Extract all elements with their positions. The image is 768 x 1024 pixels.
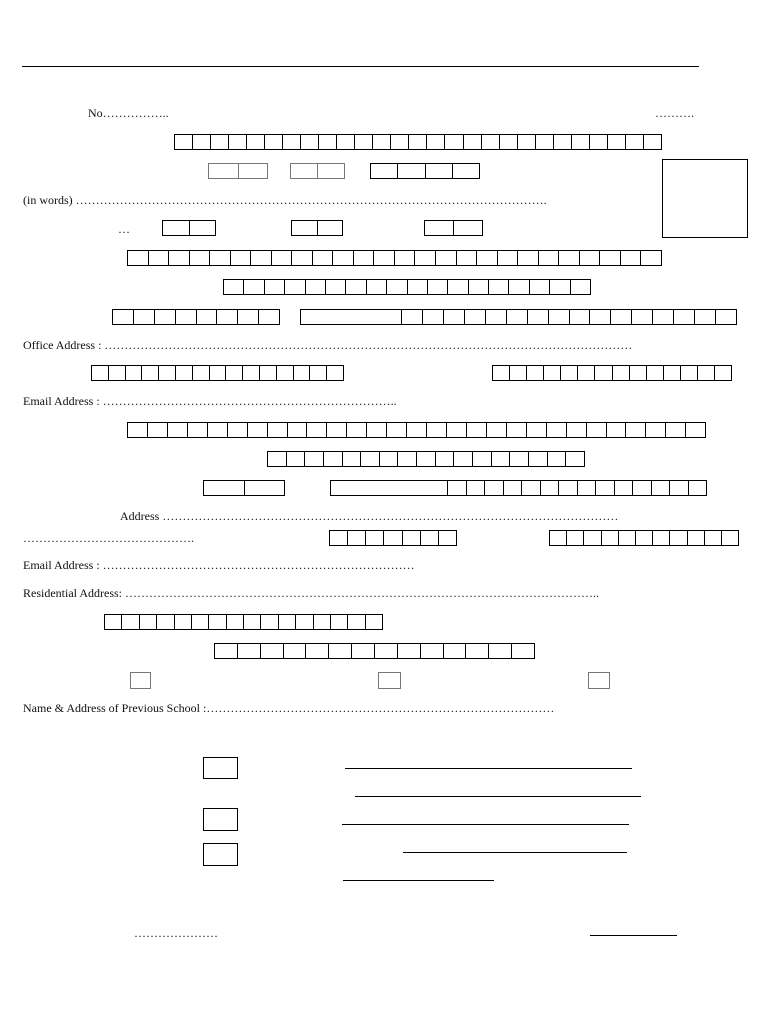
letter-cell[interactable] bbox=[372, 135, 390, 149]
letter-cell[interactable] bbox=[295, 615, 312, 629]
letter-cell[interactable] bbox=[491, 452, 510, 466]
letter-cell[interactable] bbox=[632, 481, 651, 495]
letter-cell[interactable] bbox=[204, 481, 244, 495]
letter-cell[interactable] bbox=[583, 531, 600, 545]
letter-cell[interactable] bbox=[312, 251, 333, 265]
letter-cell[interactable] bbox=[566, 423, 586, 437]
age-years-boxes[interactable] bbox=[162, 220, 216, 236]
letter-cell[interactable] bbox=[625, 423, 645, 437]
letter-cell[interactable] bbox=[640, 251, 661, 265]
letter-cell[interactable] bbox=[618, 531, 635, 545]
letter-cell[interactable] bbox=[420, 531, 438, 545]
letter-cell[interactable] bbox=[610, 310, 631, 324]
previous-school-label: Name & Address of Previous School :…………………………………………………………………………… bbox=[23, 701, 555, 715]
letter-cell[interactable] bbox=[422, 310, 443, 324]
letter-cell[interactable] bbox=[420, 644, 443, 658]
letter-cell[interactable] bbox=[497, 251, 518, 265]
letter-cell[interactable] bbox=[317, 164, 344, 178]
letter-cell[interactable] bbox=[242, 366, 259, 380]
letter-cell[interactable] bbox=[92, 366, 108, 380]
age-months-boxes[interactable] bbox=[291, 220, 343, 236]
letter-cell[interactable] bbox=[438, 531, 456, 545]
letter-cell[interactable] bbox=[284, 280, 304, 294]
letter-cell[interactable] bbox=[286, 452, 305, 466]
letter-cell[interactable] bbox=[125, 366, 142, 380]
letter-cell[interactable] bbox=[687, 531, 704, 545]
office-mobile-boxes[interactable] bbox=[492, 365, 732, 381]
letter-cell[interactable] bbox=[128, 423, 147, 437]
letter-cell[interactable] bbox=[465, 644, 488, 658]
mother-occupation-boxes[interactable] bbox=[330, 480, 707, 496]
letter-cell[interactable] bbox=[291, 164, 317, 178]
parent-name-boxes[interactable] bbox=[127, 250, 662, 266]
letter-cell[interactable] bbox=[141, 366, 158, 380]
letter-cell[interactable] bbox=[323, 452, 342, 466]
letter-cell[interactable] bbox=[105, 615, 121, 629]
letter-cell[interactable] bbox=[365, 531, 383, 545]
letter-cell[interactable] bbox=[291, 251, 312, 265]
name-letter-boxes[interactable] bbox=[174, 134, 662, 150]
age-days-boxes[interactable] bbox=[424, 220, 483, 236]
letter-cell[interactable] bbox=[283, 644, 306, 658]
residential-phone-boxes[interactable] bbox=[104, 614, 383, 630]
wide-cell[interactable] bbox=[331, 481, 447, 495]
letter-cell[interactable] bbox=[594, 366, 611, 380]
letter-cell[interactable] bbox=[589, 310, 610, 324]
letter-cell[interactable] bbox=[243, 280, 263, 294]
letter-cell[interactable] bbox=[168, 251, 189, 265]
letter-cell[interactable] bbox=[163, 221, 189, 235]
letter-cell[interactable] bbox=[499, 135, 517, 149]
letter-cell[interactable] bbox=[278, 615, 295, 629]
letter-cell[interactable] bbox=[447, 280, 467, 294]
qualification-boxes[interactable] bbox=[112, 309, 280, 325]
letter-cell[interactable] bbox=[414, 251, 435, 265]
dob-year-boxes[interactable] bbox=[370, 163, 480, 179]
letter-cell[interactable] bbox=[154, 310, 175, 324]
dob-month-boxes[interactable] bbox=[290, 163, 345, 179]
letter-cell[interactable] bbox=[509, 452, 528, 466]
letter-cell[interactable] bbox=[652, 310, 673, 324]
letter-cell[interactable] bbox=[192, 366, 209, 380]
letter-cell[interactable] bbox=[175, 135, 192, 149]
letter-cell[interactable] bbox=[680, 366, 697, 380]
letter-cell[interactable] bbox=[669, 531, 686, 545]
letter-cell[interactable] bbox=[246, 135, 264, 149]
letter-cell[interactable] bbox=[577, 481, 596, 495]
letter-cell[interactable] bbox=[264, 135, 282, 149]
letter-cell[interactable] bbox=[366, 423, 386, 437]
letter-cell[interactable] bbox=[566, 531, 583, 545]
mother-name-boxes[interactable] bbox=[127, 422, 706, 438]
letter-cell[interactable] bbox=[553, 135, 571, 149]
letter-cell[interactable] bbox=[187, 423, 207, 437]
letter-cell[interactable] bbox=[485, 310, 506, 324]
letter-cell[interactable] bbox=[444, 135, 462, 149]
letter-cell[interactable] bbox=[133, 310, 154, 324]
letter-cell[interactable] bbox=[406, 423, 426, 437]
letter-cell[interactable] bbox=[669, 481, 688, 495]
letter-cell[interactable] bbox=[408, 135, 426, 149]
letter-cell[interactable] bbox=[464, 310, 485, 324]
letter-cell[interactable] bbox=[330, 615, 347, 629]
letter-cell[interactable] bbox=[589, 135, 607, 149]
top-right-dots: ………. bbox=[655, 106, 694, 120]
footer-signature-line bbox=[590, 935, 677, 936]
letter-cell[interactable] bbox=[481, 135, 499, 149]
letter-cell[interactable] bbox=[108, 366, 125, 380]
letter-cell[interactable] bbox=[517, 135, 535, 149]
letter-cell[interactable] bbox=[565, 452, 584, 466]
letter-cell[interactable] bbox=[332, 251, 353, 265]
letter-cell[interactable] bbox=[326, 366, 343, 380]
letter-cell[interactable] bbox=[407, 280, 427, 294]
letter-cell[interactable] bbox=[506, 310, 527, 324]
mother-name-boxes-2[interactable] bbox=[267, 451, 585, 467]
signature-line-5 bbox=[343, 880, 494, 881]
letter-cell[interactable] bbox=[292, 221, 317, 235]
letter-cell[interactable] bbox=[468, 280, 488, 294]
letter-cell[interactable] bbox=[228, 135, 246, 149]
letter-cell[interactable] bbox=[452, 164, 479, 178]
letter-cell[interactable] bbox=[625, 135, 643, 149]
letter-cell[interactable] bbox=[673, 310, 694, 324]
letter-cell[interactable] bbox=[511, 644, 534, 658]
letter-cell[interactable] bbox=[317, 221, 343, 235]
letter-cell[interactable] bbox=[342, 452, 361, 466]
letter-cell[interactable] bbox=[147, 423, 167, 437]
letter-cell[interactable] bbox=[402, 531, 420, 545]
letter-cell[interactable] bbox=[209, 164, 238, 178]
residential-address-label: Residential Address: ……………………………………………………………………………………………………….. bbox=[23, 586, 599, 600]
letter-cell[interactable] bbox=[546, 423, 566, 437]
letter-cell[interactable] bbox=[328, 644, 351, 658]
letter-cell[interactable] bbox=[304, 452, 323, 466]
letter-cell[interactable] bbox=[635, 531, 652, 545]
letter-cell[interactable] bbox=[435, 251, 456, 265]
letter-cell[interactable] bbox=[305, 280, 325, 294]
letter-cell[interactable] bbox=[208, 615, 225, 629]
letter-cell[interactable] bbox=[527, 310, 548, 324]
letter-cell[interactable] bbox=[260, 644, 283, 658]
letter-cell[interactable] bbox=[259, 366, 276, 380]
letter-cell[interactable] bbox=[416, 452, 435, 466]
letter-cell[interactable] bbox=[425, 221, 453, 235]
option-box-1[interactable] bbox=[203, 757, 238, 779]
dob-day-boxes[interactable] bbox=[208, 163, 268, 179]
letter-cell[interactable] bbox=[386, 280, 406, 294]
letter-cell[interactable] bbox=[189, 251, 210, 265]
option-box-3[interactable] bbox=[203, 843, 238, 866]
letter-cell[interactable] bbox=[443, 644, 466, 658]
letter-cell[interactable] bbox=[268, 452, 286, 466]
letter-cell[interactable] bbox=[569, 310, 590, 324]
letter-cell[interactable] bbox=[121, 615, 138, 629]
letter-cell[interactable] bbox=[560, 366, 577, 380]
letter-cell[interactable] bbox=[453, 452, 472, 466]
letter-cell[interactable] bbox=[543, 366, 560, 380]
letter-cell[interactable] bbox=[426, 423, 446, 437]
letter-cell[interactable] bbox=[207, 423, 227, 437]
letter-cell[interactable] bbox=[577, 366, 594, 380]
letter-cell[interactable] bbox=[614, 481, 633, 495]
email-address-label: Email Address : …………………………………………………………………… bbox=[23, 558, 415, 572]
signature-line-2 bbox=[355, 796, 641, 797]
letter-cell[interactable] bbox=[486, 423, 506, 437]
letter-cell[interactable] bbox=[599, 251, 620, 265]
letter-cell[interactable] bbox=[643, 135, 661, 149]
letter-cell[interactable] bbox=[258, 310, 279, 324]
letter-cell[interactable] bbox=[579, 251, 600, 265]
signature-line-3 bbox=[342, 824, 629, 825]
letter-cell[interactable] bbox=[113, 310, 133, 324]
letter-cell[interactable] bbox=[607, 135, 625, 149]
letter-cell[interactable] bbox=[714, 366, 731, 380]
signature-line-1 bbox=[345, 768, 632, 769]
letter-cell[interactable] bbox=[397, 644, 420, 658]
letter-cell[interactable] bbox=[264, 280, 284, 294]
office-phone-boxes[interactable] bbox=[91, 365, 344, 381]
letter-cell[interactable] bbox=[345, 280, 365, 294]
option-box-2[interactable] bbox=[203, 808, 238, 831]
letter-cell[interactable] bbox=[704, 531, 721, 545]
age-dots: … bbox=[118, 222, 130, 236]
letter-cell[interactable] bbox=[586, 423, 606, 437]
letter-cell[interactable] bbox=[425, 164, 452, 178]
office-email-label: Email Address : ……………………………………………………………….. bbox=[23, 394, 397, 408]
occupation-boxes[interactable] bbox=[300, 309, 737, 325]
letter-cell[interactable] bbox=[175, 366, 192, 380]
letter-cell[interactable] bbox=[250, 251, 271, 265]
letter-cell[interactable] bbox=[330, 531, 347, 545]
letter-cell[interactable] bbox=[688, 481, 707, 495]
letter-cell[interactable] bbox=[267, 423, 287, 437]
letter-cell[interactable] bbox=[271, 251, 292, 265]
letter-cell[interactable] bbox=[538, 251, 559, 265]
letter-cell[interactable] bbox=[230, 251, 251, 265]
letter-cell[interactable] bbox=[612, 366, 629, 380]
letter-cell[interactable] bbox=[466, 481, 485, 495]
letter-cell[interactable] bbox=[401, 310, 422, 324]
letter-cell[interactable] bbox=[237, 644, 260, 658]
in-words-label: (in words) ………………………………………………………………………………………………………. bbox=[23, 193, 547, 207]
letter-cell[interactable] bbox=[238, 164, 268, 178]
letter-cell[interactable] bbox=[390, 135, 408, 149]
letter-cell[interactable] bbox=[353, 251, 374, 265]
letter-cell[interactable] bbox=[397, 164, 424, 178]
letter-cell[interactable] bbox=[276, 366, 293, 380]
letter-cell[interactable] bbox=[209, 366, 226, 380]
letter-cell[interactable] bbox=[226, 615, 243, 629]
letter-cell[interactable] bbox=[192, 135, 210, 149]
parent-name-boxes-2[interactable] bbox=[223, 279, 591, 295]
letter-cell[interactable] bbox=[209, 251, 230, 265]
letter-cell[interactable] bbox=[365, 615, 382, 629]
letter-cell[interactable] bbox=[453, 221, 482, 235]
residential-mobile-boxes[interactable] bbox=[214, 643, 535, 659]
letter-cell[interactable] bbox=[148, 251, 169, 265]
mother-qualification-boxes[interactable] bbox=[203, 480, 285, 496]
letter-cell[interactable] bbox=[247, 423, 267, 437]
letter-cell[interactable] bbox=[715, 310, 736, 324]
letter-cell[interactable] bbox=[347, 531, 365, 545]
letter-cell[interactable] bbox=[237, 310, 258, 324]
letter-cell[interactable] bbox=[346, 423, 366, 437]
letter-cell[interactable] bbox=[476, 251, 497, 265]
letter-cell[interactable] bbox=[606, 423, 626, 437]
letter-cell[interactable] bbox=[224, 280, 243, 294]
letter-cell[interactable] bbox=[651, 481, 670, 495]
letter-cell[interactable] bbox=[435, 452, 454, 466]
letter-cell[interactable] bbox=[535, 135, 553, 149]
letter-cell[interactable] bbox=[373, 251, 394, 265]
letter-cell[interactable] bbox=[645, 423, 665, 437]
letter-cell[interactable] bbox=[225, 366, 242, 380]
letter-cell[interactable] bbox=[156, 615, 173, 629]
letter-cell[interactable] bbox=[629, 366, 646, 380]
letter-cell[interactable] bbox=[383, 531, 401, 545]
letter-cell[interactable] bbox=[506, 423, 526, 437]
letter-cell[interactable] bbox=[517, 251, 538, 265]
letter-cell[interactable] bbox=[351, 644, 374, 658]
letter-cell[interactable] bbox=[287, 423, 307, 437]
letter-cell[interactable] bbox=[386, 423, 406, 437]
letter-cell[interactable] bbox=[167, 423, 187, 437]
letter-cell[interactable] bbox=[397, 452, 416, 466]
letter-cell[interactable] bbox=[394, 251, 415, 265]
wide-cell[interactable] bbox=[301, 310, 401, 324]
letter-cell[interactable] bbox=[601, 531, 618, 545]
letter-cell[interactable] bbox=[227, 423, 247, 437]
checkbox-1[interactable] bbox=[130, 672, 151, 689]
letter-cell[interactable] bbox=[300, 135, 318, 149]
letter-cell[interactable] bbox=[508, 280, 528, 294]
letter-cell[interactable] bbox=[374, 644, 397, 658]
letter-cell[interactable] bbox=[526, 423, 546, 437]
letter-cell[interactable] bbox=[620, 251, 641, 265]
letter-cell[interactable] bbox=[509, 366, 526, 380]
letter-cell[interactable] bbox=[293, 366, 310, 380]
letter-cell[interactable] bbox=[484, 481, 503, 495]
letter-cell[interactable] bbox=[529, 280, 549, 294]
letter-cell[interactable] bbox=[318, 135, 336, 149]
letter-cell[interactable] bbox=[313, 615, 330, 629]
office-address-label: Office Address : …………………………………………………………………………………………………………………… bbox=[23, 338, 633, 352]
letter-cell[interactable] bbox=[191, 615, 208, 629]
letter-cell[interactable] bbox=[326, 423, 346, 437]
letter-cell[interactable] bbox=[721, 531, 738, 545]
letter-cell[interactable] bbox=[366, 280, 386, 294]
letter-cell[interactable] bbox=[665, 423, 685, 437]
mother-mobile-boxes[interactable] bbox=[549, 530, 739, 546]
top-rule bbox=[22, 66, 699, 67]
letter-cell[interactable] bbox=[260, 615, 277, 629]
letter-cell[interactable] bbox=[472, 452, 491, 466]
mother-phone-boxes[interactable] bbox=[329, 530, 457, 546]
checkbox-2[interactable] bbox=[378, 672, 401, 689]
letter-cell[interactable] bbox=[528, 452, 547, 466]
letter-cell[interactable] bbox=[540, 481, 559, 495]
letter-cell[interactable] bbox=[694, 310, 715, 324]
letter-cell[interactable] bbox=[216, 310, 237, 324]
letter-cell[interactable] bbox=[379, 452, 398, 466]
letter-cell[interactable] bbox=[595, 481, 614, 495]
letter-cell[interactable] bbox=[558, 481, 577, 495]
letter-cell[interactable] bbox=[336, 135, 354, 149]
letter-cell[interactable] bbox=[309, 366, 326, 380]
letter-cell[interactable] bbox=[631, 310, 652, 324]
letter-cell[interactable] bbox=[685, 423, 705, 437]
letter-cell[interactable] bbox=[175, 310, 196, 324]
footer-dots: ………………… bbox=[134, 926, 218, 940]
letter-cell[interactable] bbox=[282, 135, 300, 149]
letter-cell[interactable] bbox=[210, 135, 228, 149]
letter-cell[interactable] bbox=[558, 251, 579, 265]
letter-cell[interactable] bbox=[139, 615, 156, 629]
letter-cell[interactable] bbox=[526, 366, 543, 380]
letter-cell[interactable] bbox=[521, 481, 540, 495]
letter-cell[interactable] bbox=[446, 423, 466, 437]
letter-cell[interactable] bbox=[243, 615, 260, 629]
address-label: Address …………………………………………………………………………………………………… bbox=[120, 509, 619, 523]
letter-cell[interactable] bbox=[652, 531, 669, 545]
letter-cell[interactable] bbox=[549, 280, 569, 294]
letter-cell[interactable] bbox=[463, 135, 481, 149]
letter-cell[interactable] bbox=[493, 366, 509, 380]
letter-cell[interactable] bbox=[570, 280, 590, 294]
address-continuation-dots: ……………………………………. bbox=[23, 531, 194, 545]
letter-cell[interactable] bbox=[547, 452, 566, 466]
letter-cell[interactable] bbox=[244, 481, 285, 495]
letter-cell[interactable] bbox=[196, 310, 217, 324]
letter-cell[interactable] bbox=[456, 251, 477, 265]
letter-cell[interactable] bbox=[354, 135, 372, 149]
form-number-label: No…………….. bbox=[88, 106, 169, 120]
letter-cell[interactable] bbox=[550, 531, 566, 545]
letter-cell[interactable] bbox=[128, 251, 148, 265]
letter-cell[interactable] bbox=[189, 221, 216, 235]
letter-cell[interactable] bbox=[646, 366, 663, 380]
letter-cell[interactable] bbox=[426, 135, 444, 149]
checkbox-3[interactable] bbox=[588, 672, 610, 689]
letter-cell[interactable] bbox=[347, 615, 364, 629]
letter-cell[interactable] bbox=[215, 644, 237, 658]
letter-cell[interactable] bbox=[306, 423, 326, 437]
letter-cell[interactable] bbox=[488, 644, 511, 658]
letter-cell[interactable] bbox=[305, 644, 328, 658]
signature-line-4 bbox=[403, 852, 627, 853]
letter-cell[interactable] bbox=[158, 366, 175, 380]
letter-cell[interactable] bbox=[571, 135, 589, 149]
letter-cell[interactable] bbox=[360, 452, 379, 466]
photo-box bbox=[662, 159, 748, 238]
letter-cell[interactable] bbox=[503, 481, 522, 495]
letter-cell[interactable] bbox=[325, 280, 345, 294]
letter-cell[interactable] bbox=[427, 280, 447, 294]
letter-cell[interactable] bbox=[697, 366, 714, 380]
letter-cell[interactable] bbox=[443, 310, 464, 324]
letter-cell[interactable] bbox=[447, 481, 466, 495]
letter-cell[interactable] bbox=[371, 164, 397, 178]
letter-cell[interactable] bbox=[174, 615, 191, 629]
letter-cell[interactable] bbox=[488, 280, 508, 294]
letter-cell[interactable] bbox=[663, 366, 680, 380]
letter-cell[interactable] bbox=[466, 423, 486, 437]
letter-cell[interactable] bbox=[548, 310, 569, 324]
